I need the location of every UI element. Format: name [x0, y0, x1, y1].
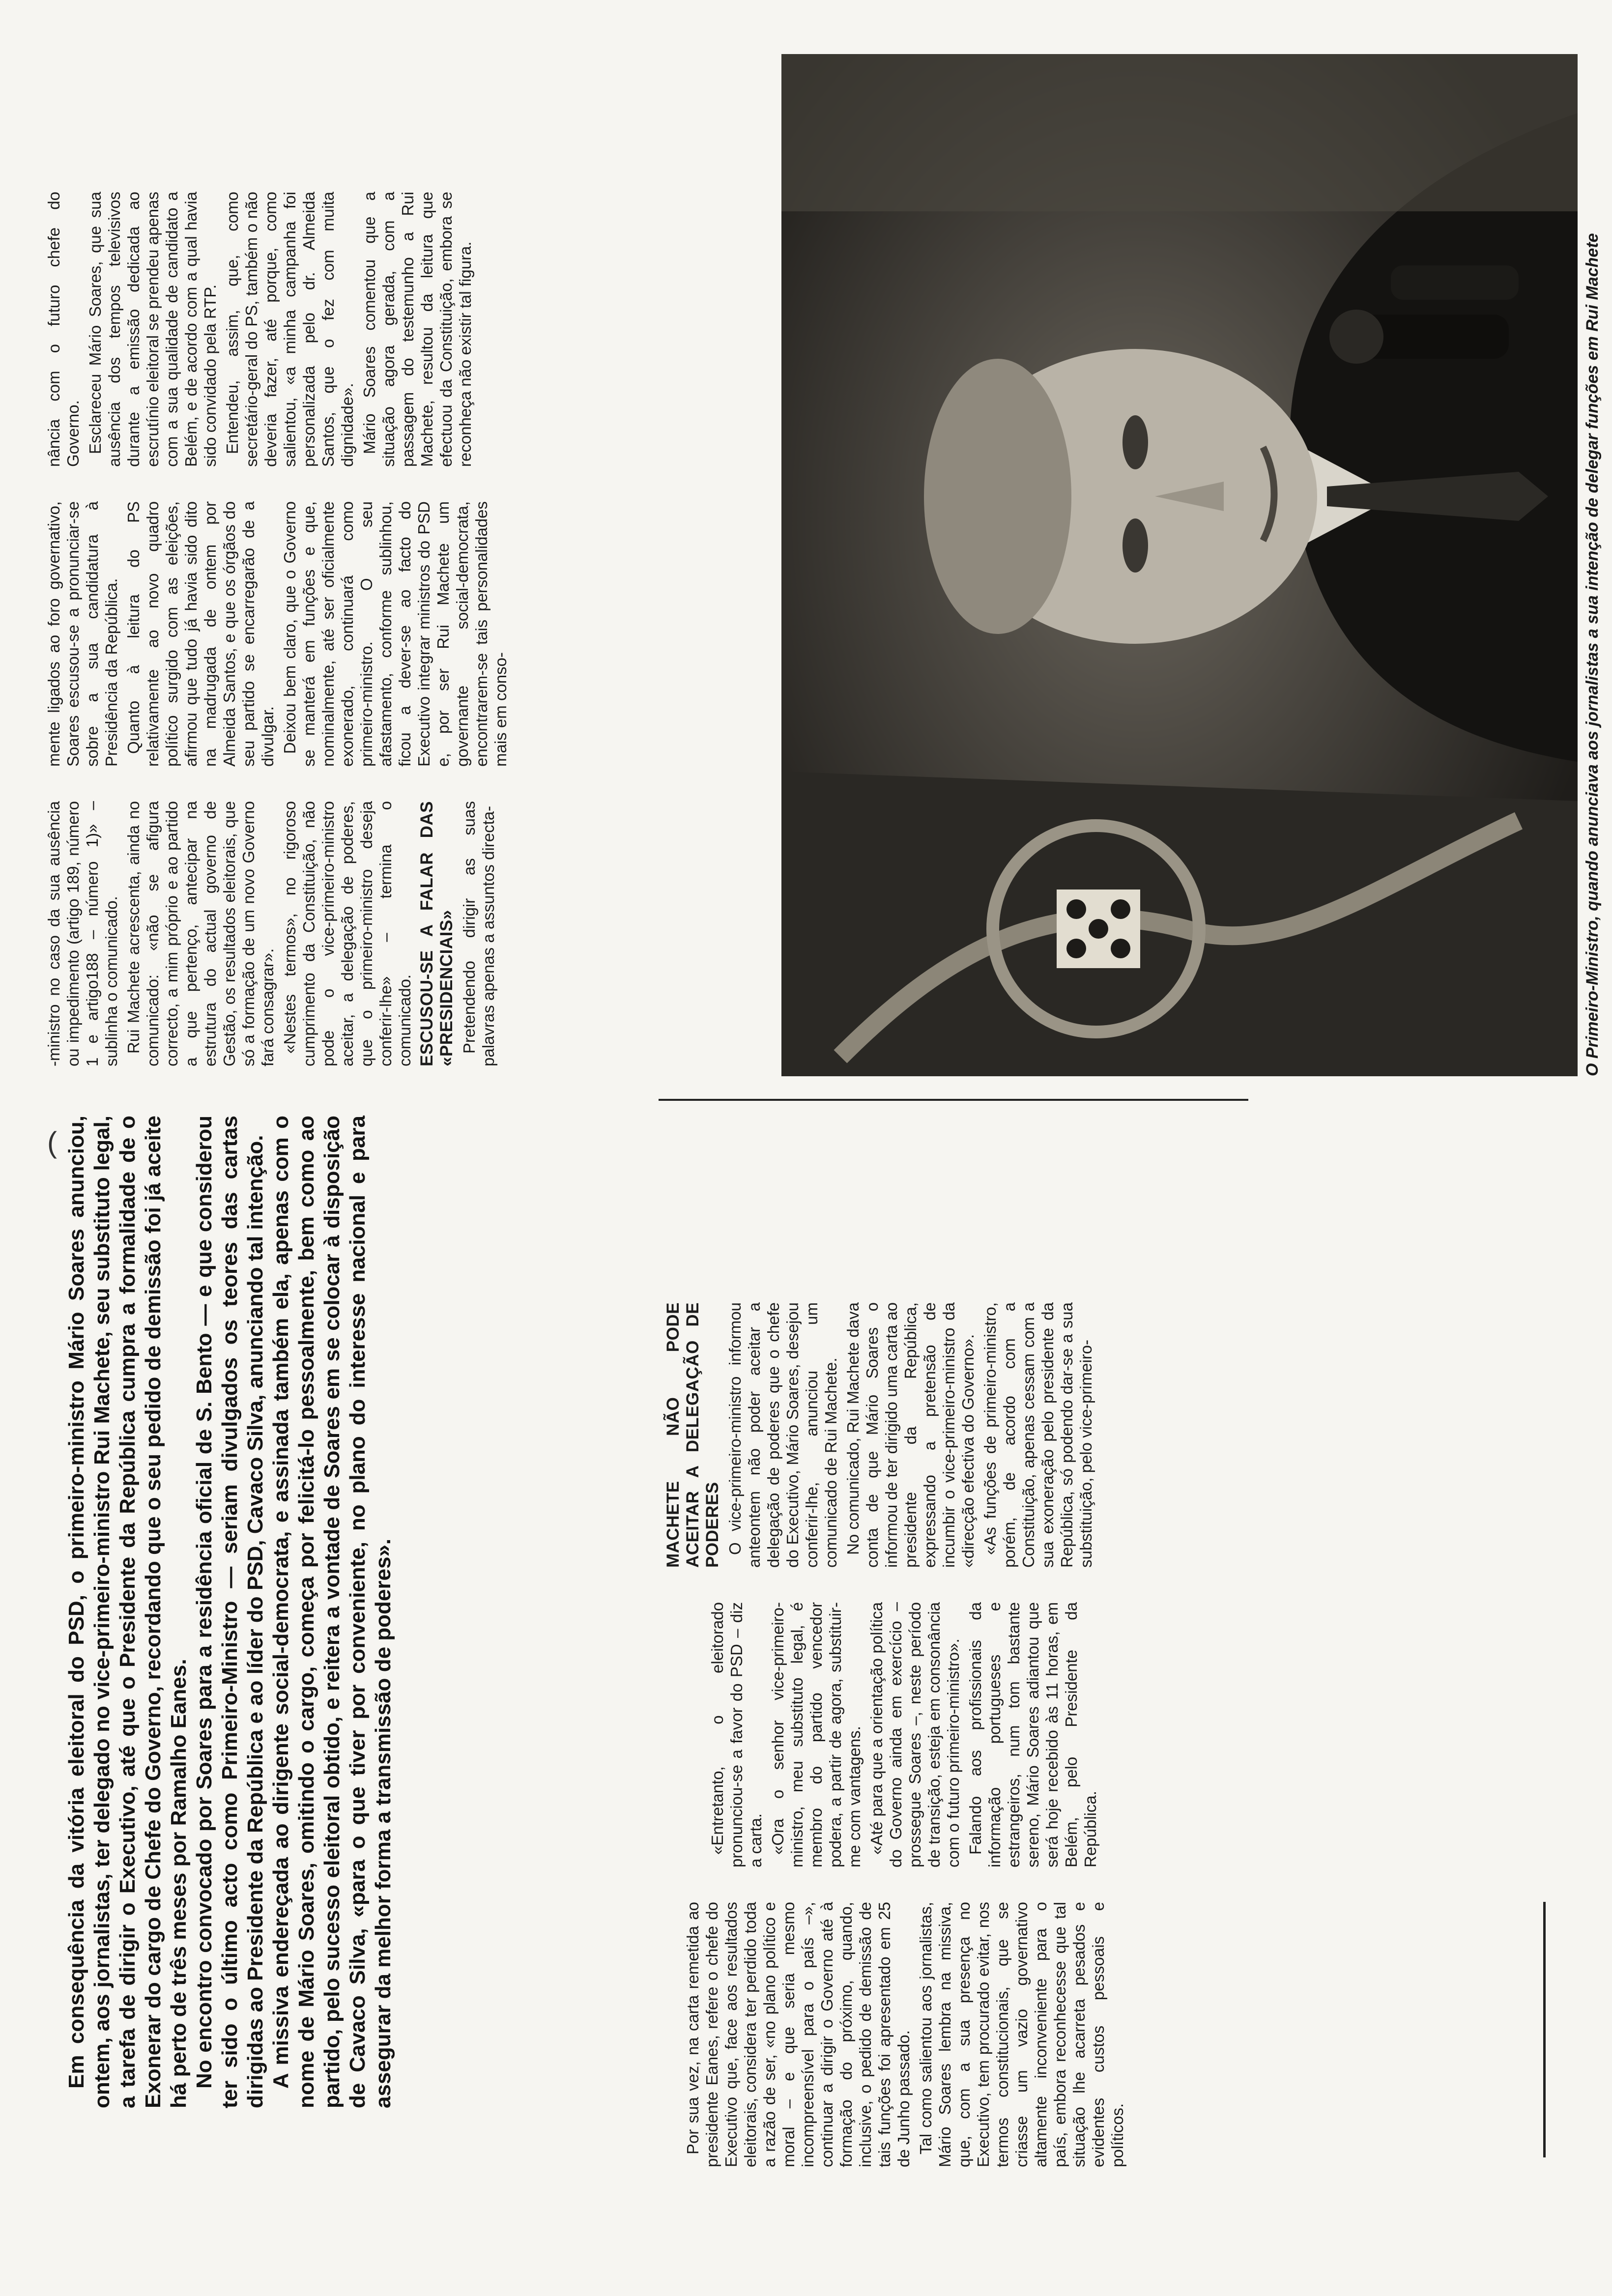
- col4-paragraph-1: -ministro no caso da sua ausência ou impedimento (artigo 189, número 1 e artigo188 – número 1)» – sublinha o comunicado.: [45, 801, 120, 1066]
- article-column-3: [663, 1302, 1098, 1568]
- newspaper-clipping: [29, 39, 1602, 2221]
- col6-paragraph-2: Esclareceu Mário Soares, que sua ausência dos tempos televisivos durante a emissão dedicada ao escrutínio eleitoral se prendeu apenas com a sua qualidade de candidato a Belém, e de acordo com a qual havia sido convidado pela RTP.: [86, 192, 219, 467]
- col6-paragraph-3: Entendeu, assim, que, como secretário-geral do PS, também o não deveria fazer, até porque, como salientou, «a minha campanha foi personalizada pelo dr. Almeida Santos, que o fez com muita dignidade».: [223, 192, 356, 467]
- col4-paragraph-4: Pretendendo dirigir as suas palavras apenas a assuntos directa-: [460, 801, 497, 1066]
- col3-paragraph-2: No comunicado, Rui Machete dava conta de que Mário Soares o informou de ter dirigido uma carta ao presidente da República, expressando a pretensão de incumbir o vice-primeiro-ministro da «direcção efectiva do Governo».: [844, 1302, 977, 1568]
- article-column-1: [683, 1902, 1130, 2167]
- col4-paragraph-2: Rui Machete acrescenta, ainda no comunicado: «não se afigura correcto, a mim próprio e ao partido a que pertenço, antecipar na estrutura do actual governo de Gestão, os resultados eleitorais, que só a formação de um novo Governo fará consagrar».: [124, 801, 277, 1066]
- machete-subheading: MACHETE NÃO PODE ACEITAR A DELEGAÇÃO DE PODERES: [663, 1302, 722, 1568]
- photo-caption: O Primeiro-Ministro, quando anunciava aos jornalistas a sua intenção de delegar funções em Rui Machete: [1583, 233, 1602, 1076]
- bottom-rule: [1543, 1902, 1546, 2157]
- col4-paragraph-3: «Nestes termos», no rigoroso cumprimento da Constituição, não pode o vice-primeiro-ministro aceitar, a delegação de poderes, que o primeiro-ministro deseja conferir-lhe» – termina o comunicado.: [281, 801, 414, 1066]
- col1-paragraph-2: Tal como salientou aos jornalistas, Mário Soares lembra na missiva, que, com a sua presença no Executivo, tem procurado evitar, nos termos constitucionais, que se criasse um vazio governativo altamente inconveniente para o país, embora reconhecesse que tal situação lhe acarreta pesados e evidentes custos pessoais e políticos.: [917, 1902, 1126, 2167]
- article-column-2: [708, 1602, 1103, 1867]
- photograph: [781, 54, 1578, 1076]
- col6-paragraph-1: nância com o futuro chefe do Governo.: [45, 192, 82, 467]
- col2-paragraph-2: «Ora o senhor vice-primeiro-ministro, meu substituto legal, é membro do partido vencedor podera, a partir de agora, substituir-me com vantagens.: [769, 1602, 864, 1867]
- col1-paragraph-1: Por sua vez, na carta remetida ao presidente Eanes, refere o chefe do Executivo que, face aos resultados eleitorais, considera ter perdido toda a razão de ser, «no plano político e moral – e que seria mesmo incompreensível para o país –», continuar a dirigir o Governo até à formação do próximo, quando, inclusive, o pedido de demissão de tais funções foi apresentado em 25 de Junho passado.: [684, 1902, 913, 2167]
- col3-paragraph-3: «As funções de primeiro-ministro, porém, de acordo com a Constituição, apenas cessam com a sua exoneração pelo presidente da República, só podendo dar-se a sua substituição, pelo vice-primeiro-: [981, 1302, 1095, 1568]
- col6-paragraph-4: Mário Soares comentou que a situação agora gerada, com a passagem do testemunho a Rui Machete, resultou da leitura que efectuou da Constituição, embora se reconheça não existir tal figura.: [360, 192, 474, 467]
- col2-paragraph-3: «Até para que a orientação política do Governo ainda em exercício – prossegue Soares –, neste período de transição, esteja em consonância com o futuro primeiro-ministro».: [867, 1602, 962, 1867]
- col3-paragraph-1: O vice-primeiro-ministro informou anteontem não poder aceitar a delegação de poderes que o chefe do Executivo, Mário Soares, desejou conferir-lhe, anunciou um comunicado de Rui Machete.: [726, 1302, 840, 1568]
- lead-paragraph-1: Em consequência da vitória eleitoral do PSD, o primeiro-ministro Mário Soares anunciou, ontem, aos jornalistas, ter delegado no vice-primeiro-ministro Rui Machete, seu substituto legal, a tarefa de dirigir o Executivo, até que o Presidente da República cumpra a formalidade de o Exonerar do cargo de Chefe do Governo, recordando que o seu pedido de demissão foi já aceite há perto de três meses por Ramalho Eanes.: [64, 1116, 191, 2108]
- lead-article: [64, 1116, 396, 2108]
- col5-paragraph-1: mente ligados ao foro governativo, Soares escusou-se a pronunciar-se sobre a sua candidatura à Presidência da República.: [45, 501, 120, 767]
- article-column-4: [44, 801, 501, 1066]
- column-rule: [659, 1099, 1248, 1101]
- lead-paragraph-2: No encontro convocado por Soares para a residência oficial de S. Bento — e que considerou ter sido o último acto como Primeiro-Ministro — seriam divulgados os teores das cartas dirigidas ao Presidente da República e ao líder do PSD, Cavaco Silva, anunciando tal intenção.: [192, 1116, 267, 2108]
- photo-portrait-icon: [781, 54, 1578, 1076]
- col2-paragraph-1: «Entretanto, o eleitorado pronunciou-se a favor do PSD – diz a carta.: [708, 1602, 765, 1867]
- lead-paragraph-3: A missiva endereçada ao dirigente social-democrata, e assinada também ela, apenas com o nome de Mário Soares, omitindo o cargo, começa por felicitá-lo pessoalmente, bem como ao partido, pelo sucesso eleitoral obtido, e reitera a vontade de Soares em se colocar à disposição de Cavaco Silva, «para o que tiver por conveniente, no plano do interesse nacional e para assegurar da melhor forma a transmissão de poderes».: [269, 1116, 395, 2108]
- article-column-6: [44, 192, 478, 467]
- article-column-5: [44, 501, 513, 767]
- col5-paragraph-3: Deixou bem claro, que o Governo se manterá em funções e que, nominalmente, até ser oficialmente exonerado, continuará como primeiro-ministro. O seu afastamento, conforme sublinhou, ficou a dever-se ao facto do Executivo integrar ministros do PSD e, por ser Rui Machete um governante social-democrata, encontrarem-se tais personalidades mais em conso-: [281, 501, 510, 767]
- col2-paragraph-4: Falando aos profissionais da informação portugueses e estrangeiros, num tom bastante sereno, Mário Soares adiantou que será hoje recebido às 11 horas, em Belém, pelo Presidente da República.: [966, 1602, 1099, 1867]
- presidenciais-subheading: ESCUSOU-SE A FALAR DAS «PRESIDENCIAIS»: [417, 801, 456, 1066]
- col5-paragraph-2: Quanto à leitura do PS relativamente ao novo quadro político surgido com as eleições, afirmou que tudo já havia sido dito na madrugada de ontem por Almeida Santos, e que os órgãos do seu partido se encarregarão de a divulgar.: [124, 501, 277, 767]
- margin-mark: (: [47, 1126, 57, 1159]
